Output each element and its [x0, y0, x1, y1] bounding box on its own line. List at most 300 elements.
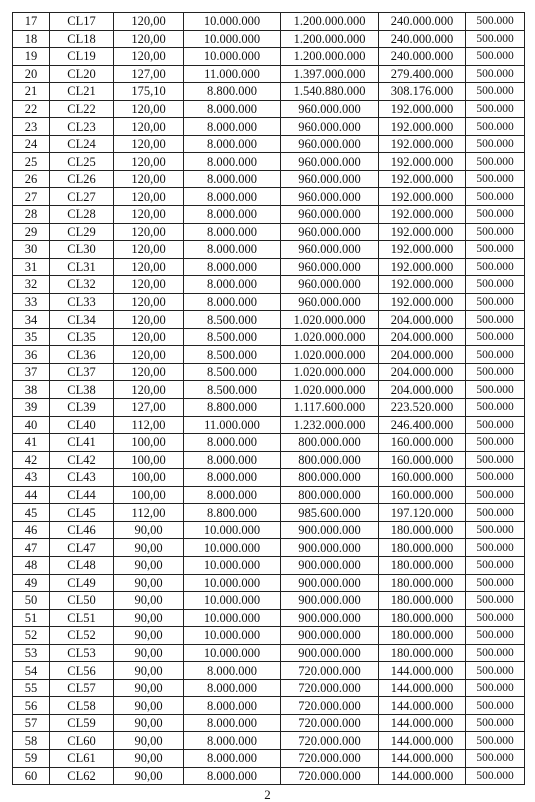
fee-cell: 500.000	[466, 328, 525, 346]
fee-cell: 500.000	[466, 556, 525, 574]
unit-price-cell: 10.000.000	[184, 30, 281, 48]
unit-price-cell: 10.000.000	[184, 574, 281, 592]
deposit-cell: 192.000.000	[379, 206, 466, 224]
fee-cell: 500.000	[466, 206, 525, 224]
code-cell: CL28	[50, 206, 114, 224]
table-row	[13, 399, 525, 417]
table-row	[13, 65, 525, 83]
total-value-cell: 720.000.000	[281, 749, 379, 767]
deposit-cell: 240.000.000	[379, 13, 466, 31]
table-row	[13, 223, 525, 241]
fee-cell: 500.000	[466, 381, 525, 399]
row-index-cell: 47	[13, 539, 50, 557]
code-cell: CL31	[50, 258, 114, 276]
fee-cell: 500.000	[466, 346, 525, 364]
table-row	[13, 258, 525, 276]
fee-cell: 500.000	[466, 714, 525, 732]
area-cell: 120,00	[114, 100, 184, 118]
unit-price-cell: 8.000.000	[184, 662, 281, 680]
total-value-cell: 960.000.000	[281, 100, 379, 118]
total-value-cell: 1.020.000.000	[281, 381, 379, 399]
unit-price-cell: 10.000.000	[184, 521, 281, 539]
fee-cell: 500.000	[466, 521, 525, 539]
unit-price-cell: 8.500.000	[184, 346, 281, 364]
deposit-cell: 192.000.000	[379, 223, 466, 241]
unit-price-cell: 8.000.000	[184, 241, 281, 259]
row-index-cell: 22	[13, 100, 50, 118]
table-row	[13, 328, 525, 346]
row-index-cell: 19	[13, 48, 50, 66]
row-index-cell: 43	[13, 469, 50, 487]
total-value-cell: 800.000.000	[281, 469, 379, 487]
code-cell: CL35	[50, 328, 114, 346]
table-row	[13, 346, 525, 364]
deposit-cell: 192.000.000	[379, 118, 466, 136]
row-index-cell: 57	[13, 714, 50, 732]
unit-price-cell: 8.000.000	[184, 679, 281, 697]
fee-cell: 500.000	[466, 592, 525, 610]
row-index-cell: 34	[13, 311, 50, 329]
total-value-cell: 1.020.000.000	[281, 363, 379, 381]
fee-cell: 500.000	[466, 451, 525, 469]
area-cell: 112,00	[114, 416, 184, 434]
table-row	[13, 662, 525, 680]
total-value-cell: 1.020.000.000	[281, 346, 379, 364]
total-value-cell: 960.000.000	[281, 170, 379, 188]
deposit-cell: 144.000.000	[379, 697, 466, 715]
total-value-cell: 1.397.000.000	[281, 65, 379, 83]
row-index-cell: 37	[13, 363, 50, 381]
fee-cell: 500.000	[466, 30, 525, 48]
deposit-cell: 240.000.000	[379, 30, 466, 48]
deposit-cell: 180.000.000	[379, 521, 466, 539]
area-cell: 120,00	[114, 276, 184, 294]
row-index-cell: 59	[13, 749, 50, 767]
unit-price-cell: 10.000.000	[184, 539, 281, 557]
total-value-cell: 960.000.000	[281, 118, 379, 136]
fee-cell: 500.000	[466, 65, 525, 83]
row-index-cell: 45	[13, 504, 50, 522]
deposit-cell: 192.000.000	[379, 135, 466, 153]
table-row	[13, 749, 525, 767]
table-row	[13, 416, 525, 434]
deposit-cell: 160.000.000	[379, 469, 466, 487]
row-index-cell: 42	[13, 451, 50, 469]
total-value-cell: 1.117.600.000	[281, 399, 379, 417]
table-row	[13, 609, 525, 627]
total-value-cell: 800.000.000	[281, 451, 379, 469]
deposit-cell: 308.176.000	[379, 83, 466, 101]
row-index-cell: 20	[13, 65, 50, 83]
unit-price-cell: 8.000.000	[184, 697, 281, 715]
code-cell: CL41	[50, 434, 114, 452]
total-value-cell: 960.000.000	[281, 206, 379, 224]
area-cell: 120,00	[114, 363, 184, 381]
unit-price-cell: 8.000.000	[184, 276, 281, 294]
area-cell: 90,00	[114, 539, 184, 557]
table-row	[13, 732, 525, 750]
total-value-cell: 900.000.000	[281, 556, 379, 574]
fee-cell: 500.000	[466, 539, 525, 557]
code-cell: CL30	[50, 241, 114, 259]
unit-price-cell: 8.000.000	[184, 206, 281, 224]
row-index-cell: 44	[13, 486, 50, 504]
deposit-cell: 144.000.000	[379, 749, 466, 767]
table-row	[13, 100, 525, 118]
fee-cell: 500.000	[466, 469, 525, 487]
row-index-cell: 49	[13, 574, 50, 592]
unit-price-cell: 8.000.000	[184, 258, 281, 276]
row-index-cell: 56	[13, 697, 50, 715]
area-cell: 100,00	[114, 486, 184, 504]
row-index-cell: 38	[13, 381, 50, 399]
table-row	[13, 627, 525, 645]
code-cell: CL60	[50, 732, 114, 750]
code-cell: CL49	[50, 574, 114, 592]
unit-price-cell: 8.000.000	[184, 469, 281, 487]
deposit-cell: 204.000.000	[379, 363, 466, 381]
row-index-cell: 46	[13, 521, 50, 539]
row-index-cell: 31	[13, 258, 50, 276]
table-row	[13, 714, 525, 732]
deposit-cell: 192.000.000	[379, 241, 466, 259]
row-index-cell: 54	[13, 662, 50, 680]
unit-price-cell: 8.000.000	[184, 434, 281, 452]
unit-price-cell: 8.500.000	[184, 363, 281, 381]
code-cell: CL53	[50, 644, 114, 662]
fee-cell: 500.000	[466, 258, 525, 276]
fee-cell: 500.000	[466, 135, 525, 153]
table-row	[13, 188, 525, 206]
table-row	[13, 469, 525, 487]
unit-price-cell: 10.000.000	[184, 48, 281, 66]
total-value-cell: 960.000.000	[281, 188, 379, 206]
table-row	[13, 83, 525, 101]
total-value-cell: 960.000.000	[281, 258, 379, 276]
area-cell: 120,00	[114, 30, 184, 48]
fee-cell: 500.000	[466, 118, 525, 136]
row-index-cell: 48	[13, 556, 50, 574]
row-index-cell: 26	[13, 170, 50, 188]
table-row	[13, 504, 525, 522]
total-value-cell: 900.000.000	[281, 609, 379, 627]
deposit-cell: 144.000.000	[379, 714, 466, 732]
deposit-cell: 144.000.000	[379, 679, 466, 697]
table-row	[13, 644, 525, 662]
table-row	[13, 451, 525, 469]
area-cell: 127,00	[114, 65, 184, 83]
unit-price-cell: 8.000.000	[184, 100, 281, 118]
area-cell: 120,00	[114, 170, 184, 188]
row-index-cell: 33	[13, 293, 50, 311]
total-value-cell: 960.000.000	[281, 276, 379, 294]
fee-cell: 500.000	[466, 732, 525, 750]
code-cell: CL34	[50, 311, 114, 329]
area-cell: 120,00	[114, 223, 184, 241]
row-index-cell: 36	[13, 346, 50, 364]
total-value-cell: 960.000.000	[281, 135, 379, 153]
fee-cell: 500.000	[466, 48, 525, 66]
table-row	[13, 13, 525, 31]
table-row	[13, 697, 525, 715]
deposit-cell: 192.000.000	[379, 276, 466, 294]
unit-price-cell: 8.500.000	[184, 311, 281, 329]
table-row	[13, 556, 525, 574]
unit-price-cell: 8.000.000	[184, 223, 281, 241]
deposit-cell: 204.000.000	[379, 381, 466, 399]
row-index-cell: 23	[13, 118, 50, 136]
fee-cell: 500.000	[466, 767, 525, 785]
unit-price-cell: 8.000.000	[184, 153, 281, 171]
deposit-cell: 192.000.000	[379, 153, 466, 171]
table-row	[13, 363, 525, 381]
deposit-cell: 180.000.000	[379, 574, 466, 592]
unit-price-cell: 10.000.000	[184, 644, 281, 662]
fee-cell: 500.000	[466, 434, 525, 452]
area-cell: 120,00	[114, 241, 184, 259]
deposit-cell: 144.000.000	[379, 767, 466, 785]
total-value-cell: 1.020.000.000	[281, 311, 379, 329]
unit-price-cell: 10.000.000	[184, 609, 281, 627]
code-cell: CL58	[50, 697, 114, 715]
deposit-cell: 279.400.000	[379, 65, 466, 83]
code-cell: CL39	[50, 399, 114, 417]
table-row	[13, 311, 525, 329]
area-cell: 90,00	[114, 592, 184, 610]
code-cell: CL27	[50, 188, 114, 206]
deposit-cell: 144.000.000	[379, 662, 466, 680]
code-cell: CL21	[50, 83, 114, 101]
total-value-cell: 800.000.000	[281, 486, 379, 504]
deposit-cell: 223.520.000	[379, 399, 466, 417]
table-row	[13, 48, 525, 66]
area-cell: 120,00	[114, 153, 184, 171]
total-value-cell: 720.000.000	[281, 714, 379, 732]
row-index-cell: 41	[13, 434, 50, 452]
deposit-cell: 192.000.000	[379, 100, 466, 118]
total-value-cell: 1.020.000.000	[281, 328, 379, 346]
area-cell: 120,00	[114, 293, 184, 311]
area-cell: 90,00	[114, 556, 184, 574]
area-cell: 90,00	[114, 749, 184, 767]
fee-cell: 500.000	[466, 574, 525, 592]
total-value-cell: 1.540.880.000	[281, 83, 379, 101]
unit-price-cell: 8.500.000	[184, 328, 281, 346]
unit-price-cell: 8.000.000	[184, 714, 281, 732]
area-cell: 120,00	[114, 118, 184, 136]
code-cell: CL23	[50, 118, 114, 136]
deposit-cell: 204.000.000	[379, 346, 466, 364]
code-cell: CL19	[50, 48, 114, 66]
table-row	[13, 241, 525, 259]
row-index-cell: 24	[13, 135, 50, 153]
fee-cell: 500.000	[466, 100, 525, 118]
code-cell: CL17	[50, 13, 114, 31]
fee-cell: 500.000	[466, 311, 525, 329]
area-cell: 120,00	[114, 346, 184, 364]
unit-price-cell: 10.000.000	[184, 627, 281, 645]
unit-price-cell: 8.000.000	[184, 732, 281, 750]
table-row	[13, 293, 525, 311]
area-cell: 120,00	[114, 48, 184, 66]
page-number: 2	[264, 787, 271, 802]
deposit-cell: 160.000.000	[379, 434, 466, 452]
area-cell: 120,00	[114, 258, 184, 276]
code-cell: CL42	[50, 451, 114, 469]
fee-cell: 500.000	[466, 416, 525, 434]
table-row	[13, 118, 525, 136]
area-cell: 90,00	[114, 697, 184, 715]
deposit-cell: 192.000.000	[379, 170, 466, 188]
fee-cell: 500.000	[466, 627, 525, 645]
area-cell: 90,00	[114, 732, 184, 750]
code-cell: CL56	[50, 662, 114, 680]
table-row	[13, 30, 525, 48]
code-cell: CL57	[50, 679, 114, 697]
area-cell: 120,00	[114, 328, 184, 346]
row-index-cell: 27	[13, 188, 50, 206]
total-value-cell: 900.000.000	[281, 644, 379, 662]
fee-cell: 500.000	[466, 170, 525, 188]
fee-cell: 500.000	[466, 749, 525, 767]
table-row	[13, 521, 525, 539]
code-cell: CL25	[50, 153, 114, 171]
row-index-cell: 29	[13, 223, 50, 241]
row-index-cell: 53	[13, 644, 50, 662]
total-value-cell: 900.000.000	[281, 539, 379, 557]
row-index-cell: 28	[13, 206, 50, 224]
fee-cell: 500.000	[466, 188, 525, 206]
total-value-cell: 900.000.000	[281, 627, 379, 645]
table-row	[13, 276, 525, 294]
code-cell: CL46	[50, 521, 114, 539]
code-cell: CL61	[50, 749, 114, 767]
code-cell: CL22	[50, 100, 114, 118]
area-cell: 90,00	[114, 627, 184, 645]
total-value-cell: 720.000.000	[281, 697, 379, 715]
fee-cell: 500.000	[466, 13, 525, 31]
table-row	[13, 434, 525, 452]
area-cell: 120,00	[114, 206, 184, 224]
table-row	[13, 206, 525, 224]
table-row	[13, 153, 525, 171]
unit-price-cell: 8.500.000	[184, 381, 281, 399]
area-cell: 120,00	[114, 135, 184, 153]
fee-cell: 500.000	[466, 153, 525, 171]
table-row	[13, 486, 525, 504]
table-row	[13, 767, 525, 785]
fee-cell: 500.000	[466, 486, 525, 504]
table-body	[13, 13, 525, 785]
fee-cell: 500.000	[466, 223, 525, 241]
total-value-cell: 720.000.000	[281, 662, 379, 680]
unit-price-cell: 8.000.000	[184, 451, 281, 469]
deposit-cell: 197.120.000	[379, 504, 466, 522]
total-value-cell: 1.200.000.000	[281, 13, 379, 31]
unit-price-cell: 8.000.000	[184, 293, 281, 311]
unit-price-cell: 8.000.000	[184, 749, 281, 767]
fee-cell: 500.000	[466, 399, 525, 417]
area-cell: 100,00	[114, 451, 184, 469]
fee-cell: 500.000	[466, 276, 525, 294]
code-cell: CL59	[50, 714, 114, 732]
code-cell: CL52	[50, 627, 114, 645]
table-row	[13, 592, 525, 610]
total-value-cell: 1.200.000.000	[281, 30, 379, 48]
unit-price-cell: 8.800.000	[184, 83, 281, 101]
table-row	[13, 679, 525, 697]
area-cell: 112,00	[114, 504, 184, 522]
fee-cell: 500.000	[466, 241, 525, 259]
total-value-cell: 900.000.000	[281, 574, 379, 592]
area-cell: 90,00	[114, 574, 184, 592]
row-index-cell: 39	[13, 399, 50, 417]
deposit-cell: 204.000.000	[379, 328, 466, 346]
area-cell: 120,00	[114, 188, 184, 206]
code-cell: CL20	[50, 65, 114, 83]
row-index-cell: 52	[13, 627, 50, 645]
deposit-cell: 240.000.000	[379, 48, 466, 66]
area-cell: 90,00	[114, 714, 184, 732]
area-cell: 120,00	[114, 381, 184, 399]
unit-price-cell: 10.000.000	[184, 13, 281, 31]
deposit-cell: 180.000.000	[379, 592, 466, 610]
table-row	[13, 135, 525, 153]
unit-price-cell: 8.800.000	[184, 399, 281, 417]
data-table	[12, 12, 525, 785]
total-value-cell: 960.000.000	[281, 153, 379, 171]
fee-cell: 500.000	[466, 293, 525, 311]
unit-price-cell: 8.000.000	[184, 486, 281, 504]
total-value-cell: 1.232.000.000	[281, 416, 379, 434]
row-index-cell: 58	[13, 732, 50, 750]
total-value-cell: 720.000.000	[281, 767, 379, 785]
code-cell: CL45	[50, 504, 114, 522]
unit-price-cell: 8.000.000	[184, 767, 281, 785]
row-index-cell: 50	[13, 592, 50, 610]
deposit-cell: 180.000.000	[379, 556, 466, 574]
code-cell: CL33	[50, 293, 114, 311]
area-cell: 175,10	[114, 83, 184, 101]
row-index-cell: 40	[13, 416, 50, 434]
deposit-cell: 192.000.000	[379, 293, 466, 311]
code-cell: CL32	[50, 276, 114, 294]
fee-cell: 500.000	[466, 504, 525, 522]
fee-cell: 500.000	[466, 662, 525, 680]
unit-price-cell: 8.000.000	[184, 170, 281, 188]
deposit-cell: 192.000.000	[379, 258, 466, 276]
deposit-cell: 180.000.000	[379, 609, 466, 627]
deposit-cell: 192.000.000	[379, 188, 466, 206]
total-value-cell: 720.000.000	[281, 732, 379, 750]
fee-cell: 500.000	[466, 679, 525, 697]
total-value-cell: 960.000.000	[281, 223, 379, 241]
total-value-cell: 960.000.000	[281, 293, 379, 311]
code-cell: CL62	[50, 767, 114, 785]
unit-price-cell: 11.000.000	[184, 416, 281, 434]
fee-cell: 500.000	[466, 363, 525, 381]
code-cell: CL51	[50, 609, 114, 627]
area-cell: 90,00	[114, 767, 184, 785]
code-cell: CL44	[50, 486, 114, 504]
total-value-cell: 960.000.000	[281, 241, 379, 259]
row-index-cell: 30	[13, 241, 50, 259]
unit-price-cell: 10.000.000	[184, 556, 281, 574]
table-row	[13, 381, 525, 399]
table-row	[13, 574, 525, 592]
row-index-cell: 51	[13, 609, 50, 627]
row-index-cell: 60	[13, 767, 50, 785]
